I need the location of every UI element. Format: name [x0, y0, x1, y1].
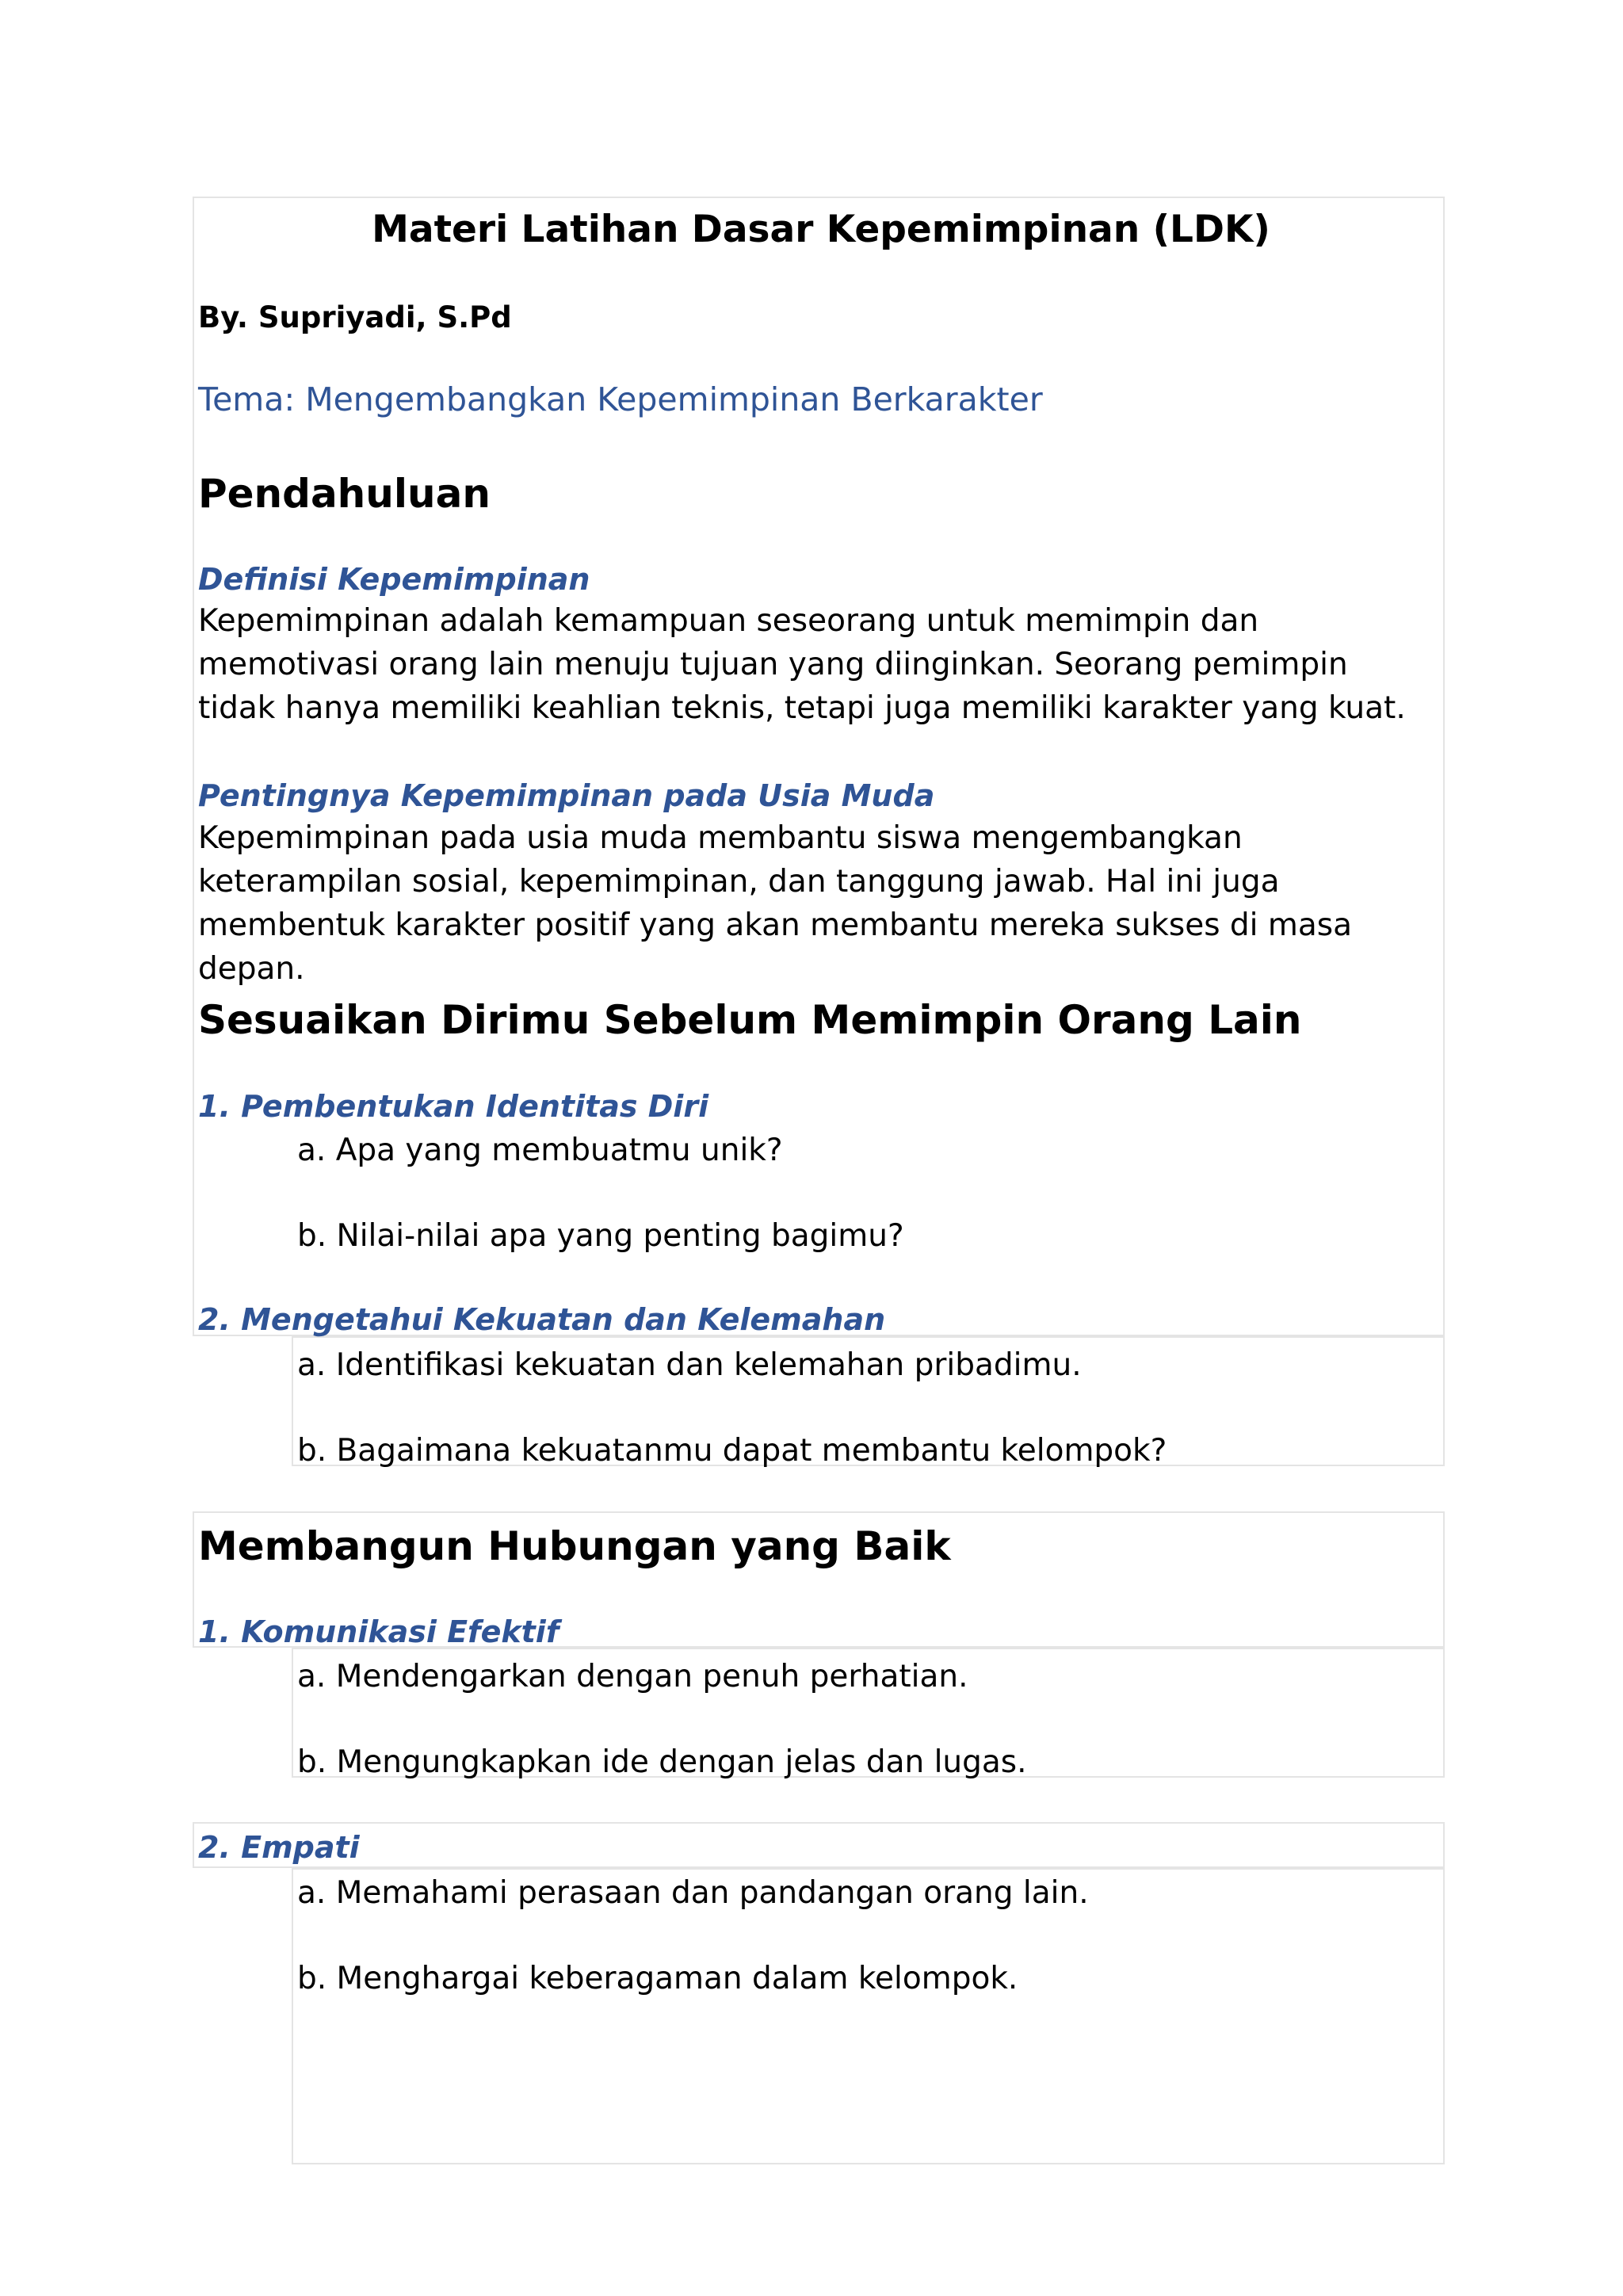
list-item: a. Mendengarkan dengan penuh perhatian. [297, 1659, 968, 1694]
list-item: a. Identifikasi kekuatan dan kelemahan pribadimu. [297, 1347, 1082, 1383]
list-item: a. Apa yang membuatmu unik? [297, 1133, 783, 1168]
list-item: b. Bagaimana kekuatanmu dapat membantu kelompok? [297, 1433, 1167, 1469]
list-item: b. Nilai-nilai apa yang penting bagimu? [297, 1218, 904, 1254]
subsection-heading-definition: Definisi Kepemimpinan [198, 562, 590, 597]
list-item: b. Menghargai keberagaman dalam kelompok. [297, 1961, 1018, 1996]
section-heading-relationships: Membangun Hubungan yang Baik [198, 1523, 951, 1569]
document-title: Materi Latihan Dasar Kepemimpinan (LDK) [372, 208, 1270, 251]
author-byline: By. Supriyadi, S.Pd [198, 300, 512, 334]
document-theme: Tema: Mengembangkan Kepemimpinan Berkarakter [198, 380, 1043, 418]
frame-empathy-heading [193, 1822, 1445, 1868]
frame-empathy-items [292, 1868, 1445, 2164]
section-heading-introduction: Pendahuluan [198, 471, 491, 517]
subsection-heading-importance: Pentingnya Kepemimpinan pada Usia Muda [198, 778, 935, 813]
paragraph-importance: Kepemimpinan pada usia muda membantu siswa mengembangkan keterampilan sosial, kepemimpinan, dan tanggung jawab. Hal ini juga membentuk karakter positif yang akan membantu mereka sukses di masa depan. [198, 820, 1353, 987]
subsection-heading-empathy: 2. Empati [198, 1830, 360, 1865]
subsection-heading-communication: 1. Komunikasi Efektif [198, 1614, 559, 1649]
paragraph-definition: Kepemimpinan adalah kemampuan seseorang untuk memimpin dan memotivasi orang lain menuju tujuan yang diinginkan. Seorang pemimpin tidak hanya memiliki keahlian teknis, tetapi juga memiliki karakter yang kuat. [198, 603, 1406, 726]
list-item: b. Mengungkapkan ide dengan jelas dan lugas. [297, 1744, 1027, 1780]
subsection-heading-identity: 1. Pembentukan Identitas Diri [198, 1089, 709, 1124]
section-heading-self: Sesuaikan Dirimu Sebelum Memimpin Orang Lain [198, 997, 1302, 1043]
subsection-heading-strengths: 2. Mengetahui Kekuatan dan Kelemahan [198, 1302, 886, 1337]
list-item: a. Memahami perasaan dan pandangan orang lain. [297, 1875, 1089, 1911]
